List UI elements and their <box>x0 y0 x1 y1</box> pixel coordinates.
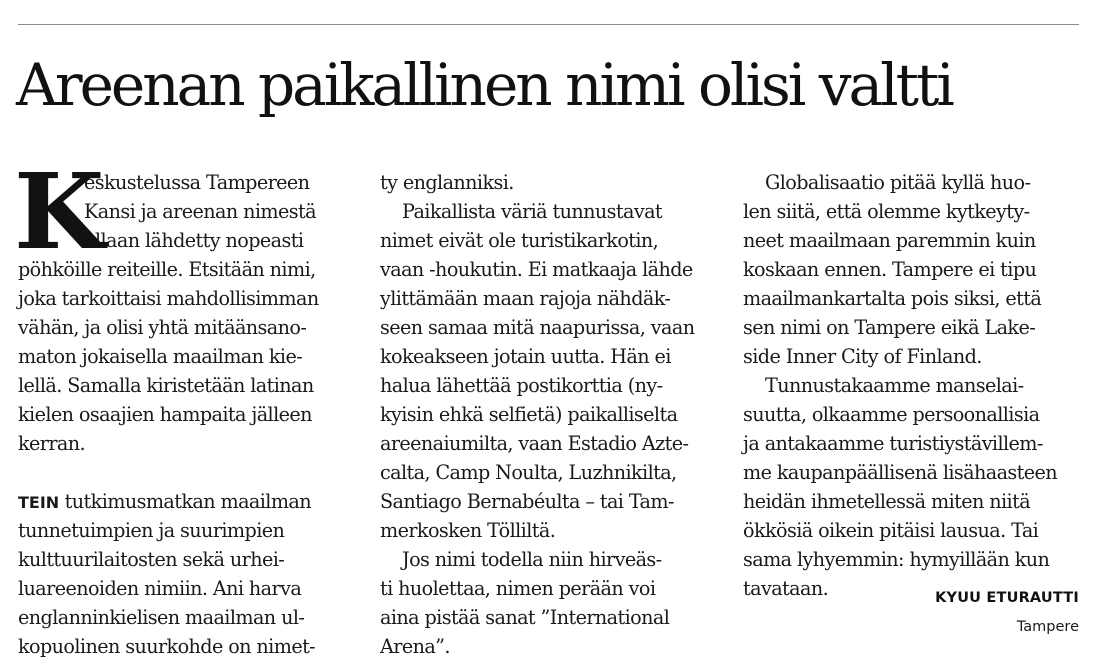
top-rule <box>18 24 1079 25</box>
text-line: areenaiumilta, vaan Estadio Azte- <box>380 432 689 455</box>
text-line: halua lähettää postikorttia (ny- <box>380 374 663 397</box>
author-location: Tampere <box>1016 619 1079 635</box>
text-line: ylittämään maan rajoja nähdäk- <box>380 287 671 310</box>
text-line: koskaan ennen. Tampere ei tipu <box>743 258 1037 281</box>
text-line: len siitä, että olemme kytkeyty- <box>743 200 1030 223</box>
text-line: seen samaa mitä naapurissa, vaan <box>380 316 695 339</box>
dropcap: K <box>14 150 104 273</box>
text-line: kyisin ehkä selfietä) paikalliselta <box>380 403 678 426</box>
text-line: calta, Camp Noulta, Luzhnikilta, <box>380 461 677 484</box>
text-line: ja antakaamme turistiystävillem- <box>743 432 1043 455</box>
text-line: joka tarkoittaisi mahdollisimman <box>18 287 319 310</box>
text-line: ty englanniksi. <box>380 171 514 194</box>
text-line: kielen osaajien hampaita jälleen <box>18 403 312 426</box>
text-line: kerran. <box>18 432 86 455</box>
text-line: sama lyhyemmin: hymyillään kun <box>743 548 1050 571</box>
text-line: sen nimi on Tampere eikä Lake- <box>743 316 1036 339</box>
author-byline: KYUU ETURAUTTI <box>935 590 1079 606</box>
text-line: eskustelussa Tampereen <box>84 171 310 194</box>
text-line: englanninkielisen maailman ul- <box>18 606 305 629</box>
text-line: Arena”. <box>380 635 450 658</box>
text-line: pöhköille reiteille. Etsitään nimi, <box>18 258 316 281</box>
text-line: vähän, ja olisi yhtä mitäänsano- <box>18 316 307 339</box>
text-line: kulttuurilaitosten sekä urhei- <box>18 548 285 571</box>
lead-in-line <box>18 487 358 516</box>
text-line: Paikallista väriä tunnustavat <box>380 200 663 223</box>
text-line: aina pistää sanat ”International <box>380 606 670 629</box>
paragraph-gap <box>18 458 358 487</box>
column-3 <box>743 168 1083 603</box>
text-line: tavataan. <box>743 577 829 600</box>
text-line: tunnetuimpien ja suurimpien <box>18 519 285 542</box>
text-line: suutta, olkaamme persoonallisia <box>743 403 1040 426</box>
text-line: nimet eivät ole turistikarkotin, <box>380 229 659 252</box>
lead-in-rest: tutkimusmatkan maailman <box>59 490 312 513</box>
text-line: maton jokaisella maailman kie- <box>18 345 303 368</box>
text-line: ökkösiä oikein pitäisi lausua. Tai <box>743 519 1039 542</box>
text-line: kokeakseen jotain uutta. Hän ei <box>380 345 671 368</box>
text-line: merkosken Tölliltä. <box>380 519 556 542</box>
text-line: kopuolinen suurkohde on nimet- <box>18 635 316 658</box>
text-line: Globalisaatio pitää kyllä huo- <box>743 171 1031 194</box>
text-line: ti huolettaa, nimen perään voi <box>380 577 656 600</box>
text-line: side Inner City of Finland. <box>743 345 982 368</box>
text-line: Tunnustakaamme manselai- <box>743 374 1024 397</box>
headline: Areenan paikallinen nimi olisi valtti <box>16 51 952 119</box>
text-line: Santiago Bernabéulta – tai Tam- <box>380 490 674 513</box>
text-line: Jos nimi todella niin hirveäs- <box>380 548 662 571</box>
text-line: ollaan lähdetty nopeasti <box>84 229 304 252</box>
text-line: maailmankartalta pois siksi, että <box>743 287 1042 310</box>
text-line: Kansi ja areenan nimestä <box>84 200 316 223</box>
text-line: heidän ihmetellessä miten niitä <box>743 490 1031 513</box>
text-line: neet maailmaan paremmin kuin <box>743 229 1036 252</box>
lead-in-word: TEIN <box>18 493 60 512</box>
column-2 <box>380 168 725 661</box>
text-line: vaan -houkutin. Ei matkaaja lähde <box>380 258 693 281</box>
text-line: luareenoiden nimiin. Ani harva <box>18 577 302 600</box>
text-line: lellä. Samalla kiristetään latinan <box>18 374 314 397</box>
column-1 <box>14 150 358 661</box>
text-line: me kaupanpäällisenä lisähaasteen <box>743 461 1058 484</box>
